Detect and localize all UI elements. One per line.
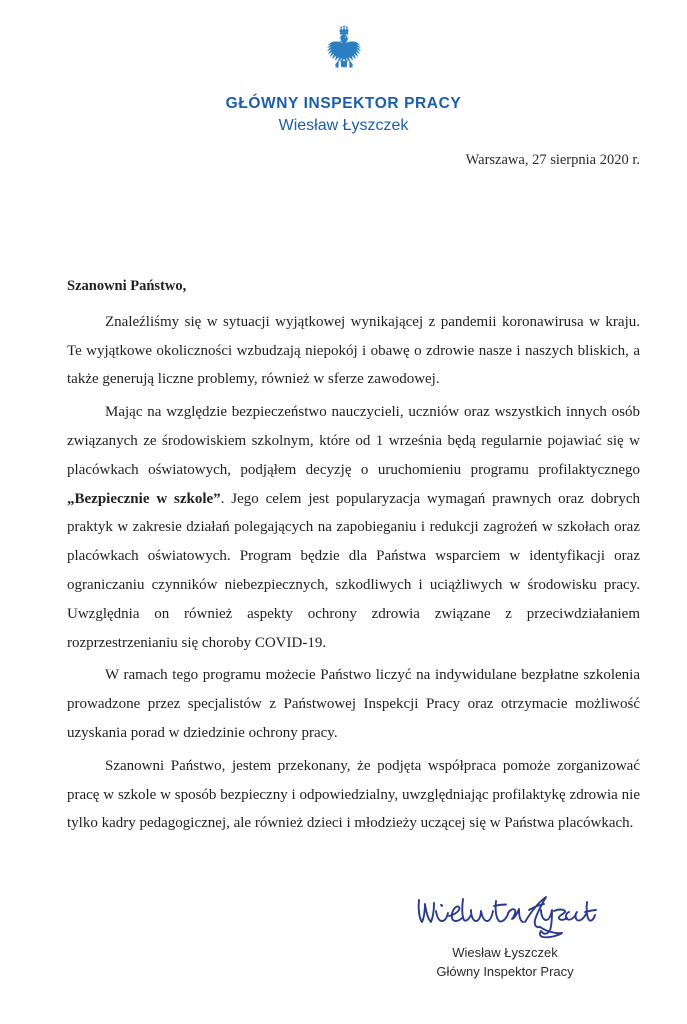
- paragraph-1: Znaleźliśmy się w sytuacji wyjątkowej wynikającej z pandemii koronawirusa w kraju. Te wyjątkowe okoliczności wzbudzają niepokój i obawę o zdrowie nasze i naszych bliskich, a także generują liczne problemy, również w sferze zawodowej.: [67, 313, 640, 388]
- paragraph-4: Szanowni Państwo, jestem przekonany, że podjęta współpraca pomoże zorganizować pracę w szkole w sposób bezpieczny i odpowiedzialny, uwzględniając profilaktykę zdrowia nie tylko kadry pedagogicznej, ale również dzieci i młodzieży uczącej się w Państwa placówkach.: [67, 757, 640, 832]
- dateline: Warszawa, 27 sierpnia 2020 r.: [465, 152, 640, 168]
- letterhead: [0, 22, 687, 137]
- salutation: Szanowni Państwo,: [67, 278, 187, 294]
- letter-body: [67, 276, 640, 842]
- signature-title: Główny Inspektor Pracy: [436, 963, 574, 979]
- paragraph-2-text-before: Mając na względzie bezpieczeństwo nauczycieli, uczniów oraz wszystkich innych osób związanych ze środowiskiem szkolnym, które od 1 września będą regularnie pojawiać się w placówkach oświatowych, podjąłem decyzję o uruchomieniu programu profilaktycznego: [67, 404, 640, 478]
- letterhead-titles: [0, 94, 687, 137]
- paragraph-2: [67, 398, 640, 657]
- paragraph-2-text-after: . Jego celem jest popularyzacja wymagań prawnych oraz dobrych praktyk w zakresie działań polegających na zapobieganiu i redukcji zagrożeń w szkołach oraz placówkach oświatowych. Program będzie dla Państwa wsparciem w identyfikacji oraz ograniczaniu czynników niebezpiecznych, szkodliwych i uciążliwych w środowisku pracy. Uwzględnia on również aspekty ochrony zdrowia związane z przeciwdziałaniem rozprzestrzenianiu się choroby COVID-19.: [67, 490, 640, 651]
- program-name-emphasis: „Bezpiecznie w szkole”: [67, 490, 221, 507]
- letterhead-person: Wiesław Łyszczek: [278, 117, 409, 135]
- signature-block: [370, 884, 640, 982]
- handwritten-signature-icon: [413, 884, 598, 942]
- signature-name: Wiesław Łyszczek: [452, 945, 558, 960]
- paragraph-3: W ramach tego programu możecie Państwo liczyć na indywidulane bezpłatne szkolenia prowadzone przez specjalistów z Państwowej Inspekcji Pracy oraz otrzymacie możliwość uzyskania porad w dziedzinie ochrony pracy.: [67, 667, 640, 741]
- letterhead-office: GŁÓWNY INSPEKTOR PRACY: [225, 95, 462, 112]
- polish-eagle-coat-of-arms-icon: [313, 22, 375, 84]
